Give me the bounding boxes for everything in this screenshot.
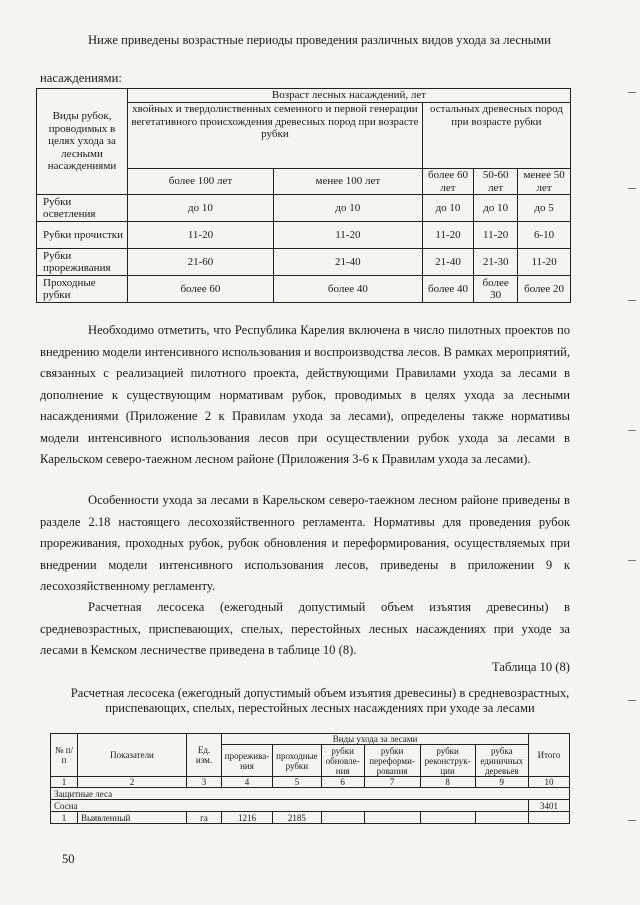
table-label: Таблица 10 (8) xyxy=(492,660,570,674)
col-number: 6 xyxy=(321,777,364,788)
cell xyxy=(420,812,475,824)
column-numbers-row xyxy=(51,777,570,788)
subheader-3: более 60 лет xyxy=(422,169,473,195)
col-number: 7 xyxy=(364,777,420,788)
header-cut-types: Виды рубок, проводимых в целях ухода за лесными насаждениями xyxy=(37,89,128,195)
row-name: Рубки прореживания xyxy=(37,249,128,276)
col-number: 10 xyxy=(529,777,570,788)
col-number: 8 xyxy=(420,777,475,788)
cell: 11-20 xyxy=(128,222,274,249)
cell: до 5 xyxy=(518,195,571,222)
row-name: Проходные рубки xyxy=(37,276,128,303)
age-periods-table xyxy=(36,88,571,303)
col-number: 1 xyxy=(51,777,78,788)
subheader-4: 50-60 лет xyxy=(474,169,518,195)
margin-tick xyxy=(628,92,636,93)
page-number: 50 xyxy=(62,852,75,866)
cell: 11-20 xyxy=(273,222,422,249)
table-row xyxy=(37,276,571,303)
cell xyxy=(529,812,570,824)
row-num: 1 xyxy=(51,812,78,824)
table-row xyxy=(37,222,571,249)
header-num: № п/ п xyxy=(51,734,78,777)
margin-tick xyxy=(628,430,636,431)
cell: до 10 xyxy=(128,195,274,222)
margin-tick xyxy=(628,560,636,561)
cell: более 40 xyxy=(273,276,422,303)
cell: 11-20 xyxy=(518,249,571,276)
subheader-1: более 100 лет xyxy=(128,169,274,195)
subsection-row: Сосна xyxy=(51,800,529,812)
paragraph-3: Расчетная лесосека (ежегодный допустимый объем изъятия древесины) в средневозрастных, приспевающих, спелых, перестойных лесных насаждениях при уходе за лесами в Кемском лесничестве приведена в таблице 10 (8). xyxy=(40,600,570,657)
cell: 11-20 xyxy=(422,222,473,249)
subheader-2: менее 100 лет xyxy=(273,169,422,195)
cell: до 10 xyxy=(273,195,422,222)
cell: более 30 xyxy=(474,276,518,303)
row-unit: га xyxy=(187,812,222,824)
cell: более 60 xyxy=(128,276,274,303)
cell: 1216 xyxy=(222,812,273,824)
table-row xyxy=(51,812,570,824)
cell xyxy=(475,812,528,824)
cell xyxy=(321,812,364,824)
col-number: 2 xyxy=(78,777,187,788)
margin-tick xyxy=(628,700,636,701)
kind-1: прорежива- ния xyxy=(222,745,273,777)
table-row xyxy=(37,249,571,276)
cell: 6-10 xyxy=(518,222,571,249)
margin-tick xyxy=(628,188,636,189)
row-name: Выявленный xyxy=(78,812,187,824)
header-kinds: Виды ухода за лесами xyxy=(222,734,529,745)
subheader-5: менее 50 лет xyxy=(518,169,571,195)
paragraph-1: Необходимо отметить, что Республика Карелия включена в число пилотных проектов по внедрению модели интенсивного использования и воспроизводства лесов. В рамках мероприятий, связанных с реализацией пилотного проекта, действующими Правилами ухода за лесами в дополнение к существующим нормативам рубок, проводимых в целях ухода за лесными насаждениями (Приложение 2 к Правилам ухода за лесами), определены также нормативы модели интенсивного использования лесов при осуществлении рубок ухода за лесами в Карельском северо-таежном лесном районе (Приложения 3-6 к Правилам ухода за лесами). xyxy=(40,323,570,466)
kind-2: проходные рубки xyxy=(272,745,321,777)
header-age: Возраст лесных насаждений, лет xyxy=(128,89,571,103)
cell: 11-20 xyxy=(474,222,518,249)
paragraph-2: Особенности ухода за лесами в Карельском северо-таежном лесном районе приведены в разделе 2.18 настоящего лесохозяйственного регламента. Нормативы для проведения рубок прореживания, проходных рубок, рубок обновления и переформирования, осуществляемых при внедрении модели интенсивного использования лесов, приведены в приложении 9 к лесохозяйственному регламенту. xyxy=(40,493,570,593)
intro-line-2: насаждениями: xyxy=(40,71,122,85)
col-number: 9 xyxy=(475,777,528,788)
header-indicators: Показатели xyxy=(78,734,187,777)
cell: 21-40 xyxy=(422,249,473,276)
kind-5: рубки реконструк- ции xyxy=(420,745,475,777)
margin-tick xyxy=(628,820,636,821)
cell: до 10 xyxy=(474,195,518,222)
col-number: 5 xyxy=(272,777,321,788)
cell: 21-30 xyxy=(474,249,518,276)
header-group-other: остальных древесных пород при возрасте рубки xyxy=(422,103,570,169)
allowable-cut-table xyxy=(50,733,570,824)
cell: 21-40 xyxy=(273,249,422,276)
subsection-total: 3401 xyxy=(529,800,570,812)
section-row: Защитные леса xyxy=(51,788,570,800)
cell: до 10 xyxy=(422,195,473,222)
col-number: 3 xyxy=(187,777,222,788)
header-total: Итого xyxy=(529,734,570,777)
kind-4: рубки переформи- рования xyxy=(364,745,420,777)
header-group-conifer: хвойных и твердолиственных семенного и первой генерации вегетативного происхождения древесных пород при возрасте рубки xyxy=(128,103,423,169)
cell: более 40 xyxy=(422,276,473,303)
margin-tick xyxy=(628,300,636,301)
row-name: Рубки прочистки xyxy=(37,222,128,249)
cell: 21-60 xyxy=(128,249,274,276)
cell: более 20 xyxy=(518,276,571,303)
kind-6: рубка единичных деревьев xyxy=(475,745,528,777)
table-caption: Расчетная лесосека (ежегодный допустимый объем изъятия древесины) в средневозрастных, приспевающих, спелых, перестойных лесных насаждениях при уходе за лесами xyxy=(70,686,570,715)
table-row xyxy=(37,195,571,222)
kind-3: рубки обновле- ния xyxy=(321,745,364,777)
intro-line-1: Ниже приведены возрастные периоды проведения различных видов ухода за лесными xyxy=(88,33,551,47)
cell: 2185 xyxy=(272,812,321,824)
col-number: 4 xyxy=(222,777,273,788)
header-unit: Ед. изм. xyxy=(187,734,222,777)
cell xyxy=(364,812,420,824)
row-name: Рубки осветления xyxy=(37,195,128,222)
